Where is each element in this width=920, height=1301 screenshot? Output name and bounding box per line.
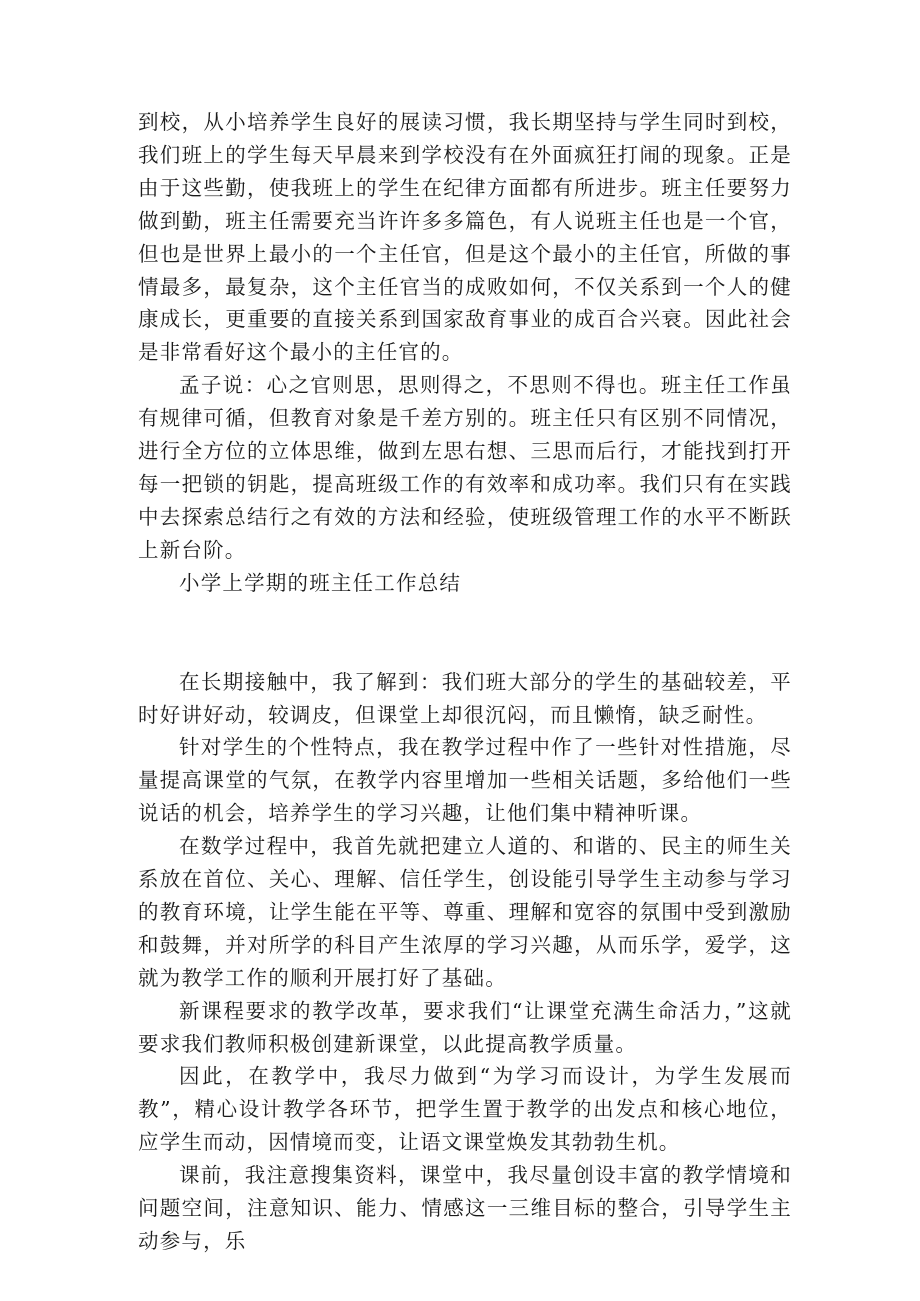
section-title: 小学上学期的班主任工作总结: [179, 570, 462, 595]
paragraph: 针对学生的个性特点，我在教学过程中作了一些针对性措施，尽量提高课堂的气氛，在教学内容里增加一些相关话题，多给他们一些说话的机会，培养学生的学习兴趣，让他们集中精神听课。: [138, 735, 792, 826]
paragraph: 新课程要求的教学改革，要求我们“让课堂充满生命活力，”这就要求我们教师积极创建新课堂，以此提高教学质量。: [138, 998, 792, 1056]
paragraph: 在长期接触中，我了解到：我们班大部分的学生的基础较差，平时好讲好动，较调皮，但课堂上却很沉闷，而且懒惰，缺乏耐性。: [138, 669, 792, 727]
paragraph: 因此，在教学中，我尽力做到“为学习而设计，为学生发展而教”，精心设计教学各环节，把学生置于教学的出发点和核心地位，应学生而动，因情境而变，让语文课堂焕发其勃勃生机。: [138, 1064, 792, 1155]
paragraph-continued: 到校，从小培养学生良好的展读习惯，我长期坚持与学生同时到校，我们班上的学生每天早晨来到学校没有在外面疯狂打闹的现象。正是由于这些勤，使我班上的学生在纪律方面都有所进步。班主任要努力做到勤，班主任需要充当许许多多篇色，有人说班主任也是一个官，但也是世界上最小的一个主任官，但是这个最小的主任官，所做的事情最多，最复杂，这个主任官当的成败如何，不仅关系到一个人的健康成长，更重要的直接关系到国家敌育事业的成百合兴衰。因此社会是非常看好这个最小的主任官的。: [138, 110, 792, 365]
document-body: [138, 106, 792, 1258]
paragraph: 课前，我注意搜集资料，课堂中，我尽量创设丰富的教学情境和问题空间，注意知识、能力、情感这一三维目标的整合，引导学生主动参与，乐: [138, 1163, 792, 1253]
paragraph-mencius: 孟子说：心之官则思，思则得之，不思则不得也。班主任工作虽有规律可循，但教育对象是千差方别的。班主任只有区别不同情况，进行全方位的立体思维，做到左思右想、三思而后行，才能找到打开每一把锁的钥匙，提高班级工作的有效率和成功率。我们只有在实践中去探索总结行之有效的方法和经验，使班级管理工作的水平不断跃上新台阶。: [138, 373, 792, 562]
paragraph: 在数学过程中，我首先就把建立人道的、和谐的、民主的师生关系放在首位、关心、理解、信任学生，创设能引导学生主动参与学习的教育环境，让学生能在平等、尊重、理解和宽容的氛围中受到激励和鼓舞，并对所学的科目产生浓厚的学习兴趣，从而乐学，爱学，这就为教学工作的顺利开展打好了基础。: [138, 834, 792, 990]
blank-space: [138, 600, 792, 666]
